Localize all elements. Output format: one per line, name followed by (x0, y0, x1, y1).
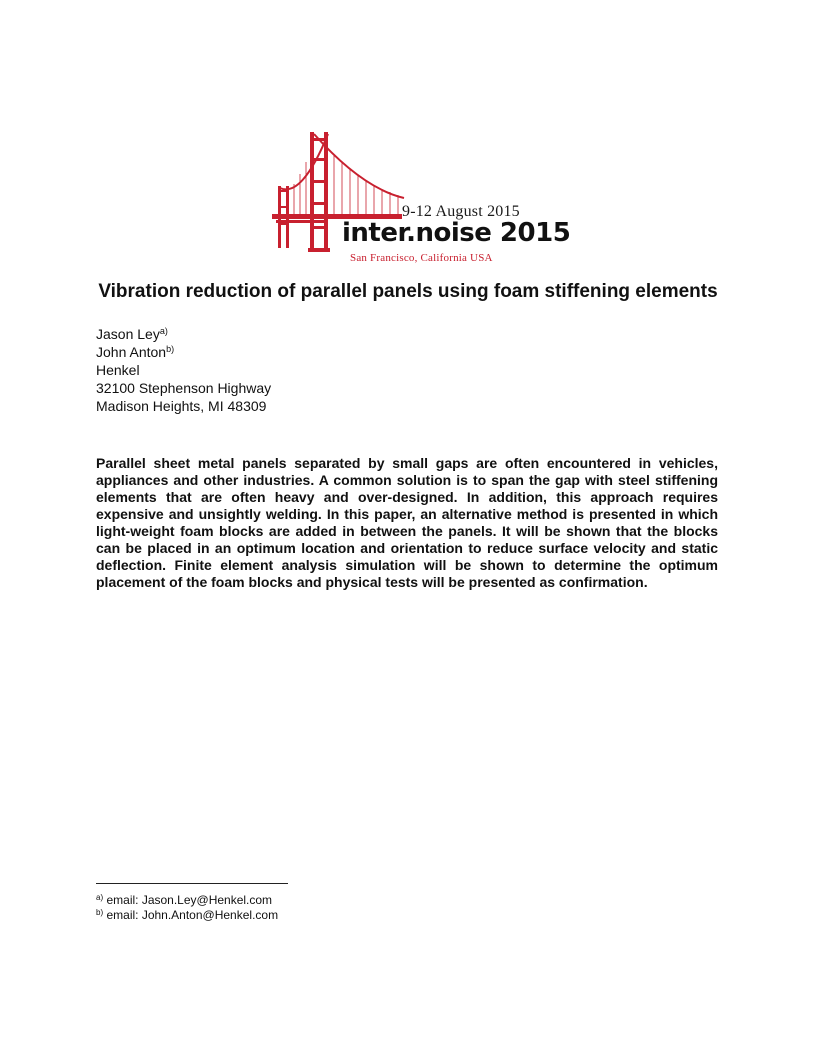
author-footnote-mark: a) (159, 326, 168, 336)
paper-title: Vibration reduction of parallel panels using foam stiffening elements (98, 281, 718, 302)
footnote-mark: a) (96, 893, 104, 902)
conference-logo (272, 128, 571, 268)
affiliation-city: Madison Heights, MI 48309 (96, 398, 267, 414)
footnote-text: email: Jason.Ley@Henkel.com (106, 893, 273, 907)
footnote-mark: b) (96, 908, 104, 917)
footnote (96, 893, 278, 908)
author-name: John Anton (96, 344, 167, 360)
author-name: Jason Ley (96, 326, 160, 342)
conference-name: inter.noise 2015 (342, 218, 571, 248)
author-block (96, 325, 271, 415)
affiliation-street: 32100 Stephenson Highway (96, 380, 272, 396)
conference-location: San Francisco, California USA (350, 252, 493, 264)
footnote-text: email: John.Anton@Henkel.com (106, 908, 279, 922)
author-footnote-mark: b) (166, 344, 175, 354)
footnote (96, 908, 278, 923)
footnote-divider (96, 883, 288, 884)
footnotes (96, 893, 278, 923)
conference-date: 9-12 August 2015 (402, 203, 520, 220)
author-line (96, 343, 271, 361)
affiliation-company: Henkel (96, 362, 140, 378)
author-line (96, 325, 271, 343)
abstract: Parallel sheet metal panels separated by small gaps are often encountered in vehicles, appliances and other industries. A common solution is to span the gap with steel stiffening elements that are often heavy and over-designed. In addition, this approach requires expensive and unsightly welding. In this paper, an alternative method is presented in which light-weight foam blocks are added in between the panels. It will be shown that the blocks can be placed in an optimum location and orientation to reduce surface velocity and static deflection. Finite element analysis simulation will be shown to determine the optimum placement of the foam blocks and physical tests will be presented as confirmation. (96, 455, 718, 590)
